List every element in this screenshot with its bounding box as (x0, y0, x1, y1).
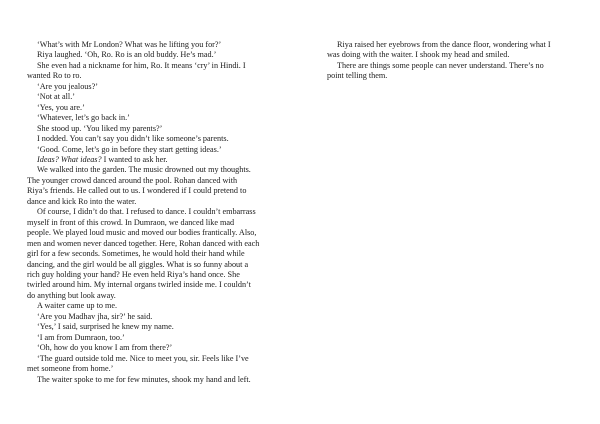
paragraph: She stood up. ‘You liked my parents?’ (37, 123, 163, 133)
paragraph-continuation: wanted Ro to ro. (27, 71, 82, 81)
paragraph: ‘The guard outside told me. Nice to meet you, sir. Feels like I’ve (37, 353, 249, 363)
paragraph-continuation: Riya’s friends. He called out to us. I wondered if I could pretend to (27, 186, 247, 196)
left-page-text (27, 40, 273, 385)
paragraph (27, 155, 273, 165)
italic-thought: Ideas? What ideas? (37, 154, 102, 164)
paragraph: I nodded. You can’t say you didn’t like someone’s parents. (37, 134, 229, 144)
paragraph: ‘Whatever, let’s go back in.’ (37, 113, 130, 123)
paragraph-continuation: girl for a few seconds. Sometimes, he would hold their hand while (27, 249, 245, 259)
paragraph: She even had a nickname for him, Ro. It means ‘cry’ in Hindi. I (37, 60, 246, 70)
paragraph: The waiter spoke to me for few minutes, shook my hand and left. (37, 374, 251, 384)
paragraph-continuation: dancing, and the girl would be all giggles. What is so funny about a (27, 259, 249, 269)
paragraph: Riya raised her eyebrows from the dance floor, wondering what I (337, 40, 551, 49)
paragraph-continuation: The younger crowd danced around the pool. Rohan danced with (27, 175, 238, 185)
paragraph: We walked into the garden. The music drowned out my thoughts. (37, 165, 251, 175)
paragraph: ‘Yes, you are.’ (37, 102, 85, 112)
paragraph: ‘What’s with Mr London? What was he lifting you for?’ (37, 40, 222, 49)
paragraph-tail: I wanted to ask her. (103, 154, 168, 164)
paragraph-continuation: people. We played loud music and moved our bodies frantically. Also, (27, 228, 257, 238)
paragraph-continuation: twirled around him. My internal organs twirled inside me. I couldn’t (27, 280, 251, 290)
paragraph: ‘Yes,’ I said, surprised he knew my name. (37, 322, 174, 332)
paragraph: Of course, I didn’t do that. I refused to dance. I couldn’t embarrass (37, 207, 256, 217)
paragraph: ‘I am from Dumraon, too.’ (37, 332, 125, 342)
paragraph: There are things some people can never understand. There’s no (337, 60, 544, 70)
paragraph-continuation: men and women never danced together. Here, Rohan danced with each (27, 238, 260, 248)
paragraph-continuation: was doing with the waiter. I shook my head and smiled. (327, 50, 510, 60)
paragraph-continuation: met someone from home.’ (27, 364, 114, 374)
paragraph: A waiter came up to me. (37, 301, 118, 311)
paragraph: ‘Not at all.’ (37, 92, 75, 102)
paragraph: ‘Good. Come, let’s go in before they start getting ideas.’ (37, 144, 222, 154)
paragraph: Riya laughed. ‘Oh, Ro. Ro is an old buddy. He’s mad.’ (37, 50, 217, 60)
paragraph-continuation: dance and kick Ro into the water. (27, 196, 137, 206)
right-page-text (327, 40, 573, 82)
paragraph-continuation: myself in front of this crowd. In Dumraon, we danced like mad (27, 217, 235, 227)
paragraph-continuation: point telling them. (327, 71, 388, 81)
paragraph-continuation: rich guy holding your hand? He even held Riya’s hand once. She (27, 269, 240, 279)
paragraph: ‘Are you jealous?’ (37, 81, 98, 91)
paragraph: ‘Are you Madhav jha, sir?’ he said. (37, 311, 153, 321)
paragraph-continuation: do anything but look away. (27, 290, 116, 300)
paragraph: ‘Oh, how do you know I am from there?’ (37, 343, 173, 353)
